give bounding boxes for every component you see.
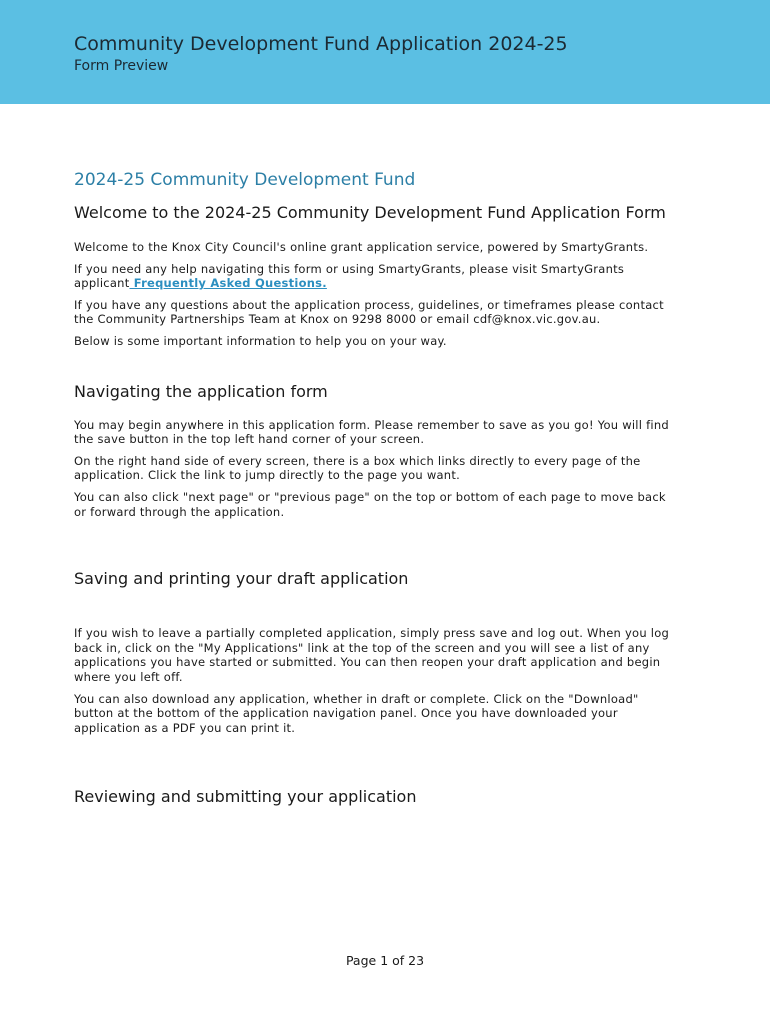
page-number: Page 1 of 23 — [345, 953, 425, 968]
navigating-paragraph-3: You can also click "next page" or "previous page" on the top or bottom of each page to move back or forward through the application. — [74, 489, 666, 519]
intro-paragraph-2 — [74, 262, 674, 291]
navigating-paragraph-1: You may begin anywhere in this application form. Please remember to save as you go! You will find the save button in the top left hand corner of your screen. — [74, 417, 669, 447]
reviewing-heading: Reviewing and submitting your application — [74, 787, 417, 807]
navigating-paragraph-2: On the right hand side of every screen, there is a box which links directly to every page of the application. Click the link to jump directly to the page you want. — [74, 453, 641, 483]
saving-paragraph-2: You can also download any application, whether in draft or complete. Click on the "Download" button at the bottom of the application navigation panel. Once you have downloaded your application as a PDF you can print it. — [74, 691, 639, 735]
saving-heading: Saving and printing your draft application — [74, 569, 409, 589]
page-subtitle: Form Preview — [74, 58, 169, 74]
header-banner — [0, 0, 770, 104]
navigating-heading: Navigating the application form — [74, 381, 328, 401]
intro-paragraph-2-text: If you need any help navigating this form or using SmartyGrants, please visit SmartyGrants applicant — [74, 261, 625, 291]
page-title: Community Development Fund Application 2024-25 — [74, 33, 568, 55]
section-title: 2024-25 Community Development Fund — [74, 170, 416, 190]
intro-paragraph-3: If you have any questions about the application process, guidelines, or timeframes please contact the Community Partnerships Team at Knox on 9298 8000 or email cdf@knox.vic.gov.au. — [74, 297, 664, 327]
main-content — [74, 170, 674, 806]
intro-paragraph-4: Below is some important information to help you on your way. — [74, 333, 447, 348]
welcome-heading: Welcome to the 2024-25 Community Development Fund Application Form — [74, 203, 666, 222]
saving-paragraph-1: If you wish to leave a partially completed application, simply press save and log out. When you log back in, click on the "My Applications" link at the top of the screen and you will see a list of any applications you have started or submitted. You can then reopen your draft application and begin where you left off. — [74, 626, 670, 684]
faq-link[interactable]: Frequently Asked Questions. — [129, 276, 327, 291]
intro-paragraph-1: Welcome to the Knox City Council's online grant application service, powered by SmartyGrants. — [74, 240, 649, 254]
